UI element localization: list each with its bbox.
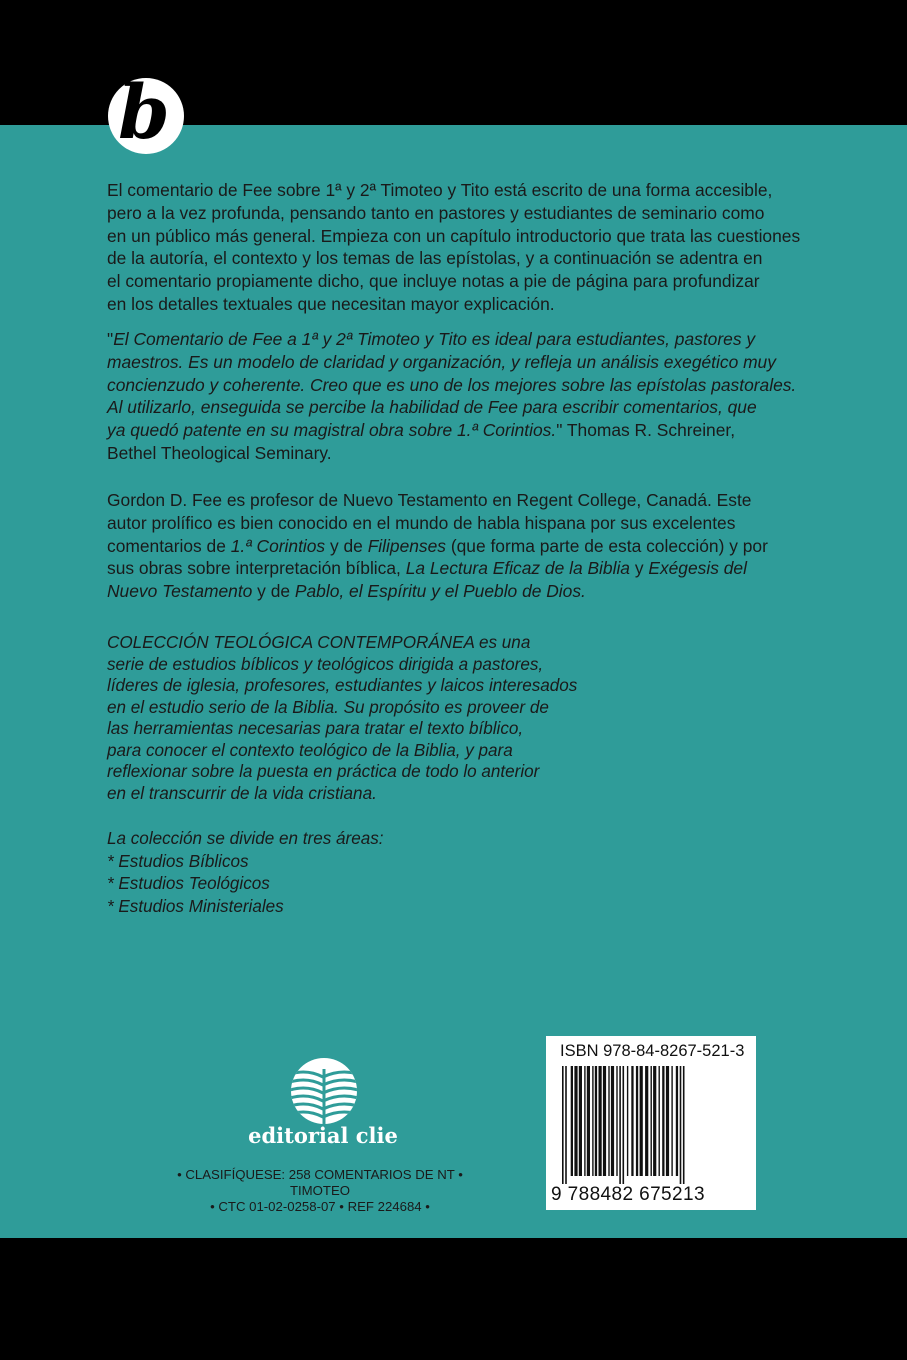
area-item: * Estudios Teológicos	[107, 874, 270, 893]
isbn-barcode	[546, 1036, 756, 1210]
description-paragraph	[107, 179, 833, 316]
description-line: pero a la vez profunda, pensando tanto en pastores y estudiantes de seminario como	[107, 202, 765, 223]
description-line: de la autoría, el contexto y los temas de las epístolas, y a continuación se adentra en	[107, 248, 763, 269]
area-item: * Estudios Ministeriales	[107, 896, 284, 916]
description-line: el comentario propiamente dicho, que incluye notas a pie de página para profundizar	[107, 271, 760, 292]
author-bio: Gordon D. Fee es profesor de Nuevo Testamento en Regent College, Canadá. Este autor prolífico es bien conocido en el mundo de habla hispana por sus excelentes comentarios de 1.ª Corintios y de Filipenses (que forma parte de esta colección) y por sus obras sobre interpretación bíblica, La Lectura Eficaz de la Biblia y Exégesis del Nuevo Testamento y de Pablo, el Espíritu y el Pueblo de Dios.	[107, 490, 768, 602]
b-logo-icon: b	[108, 78, 184, 154]
description-line: en los detalles textuales que necesitan mayor explicación.	[107, 293, 555, 314]
classification-text: • CLASIFÍQUESE: 258 COMENTARIOS DE NT • TIMOTEO • CTC 01-02-0258-07 • REF 224684 •	[177, 1167, 463, 1214]
areas-intro: La colección se divide en tres áreas:	[107, 829, 384, 848]
isbn-digits: 9 788482 675213	[551, 1184, 705, 1205]
barcode-bars	[558, 1066, 744, 1184]
collection-description: COLECCIÓN TEOLÓGICA CONTEMPORÁNEA es una serie de estudios bíblicos y teológicos dirigida a pastores, líderes de iglesia, profesores, estudiantes y laicos interesados en el estudio serio de la Biblia. Su propósito es proveer de las herramientas necesarias para tratar el texto bíblico, para conocer el contexto teológico de la Biblia, y para reflexionar sobre la puesta en práctica de todo lo anterior en el transcurrir de la vida cristiana.	[107, 633, 578, 803]
area-item: * Estudios Bíblicos	[107, 851, 249, 871]
description-line: en un público más general. Empieza con un capítulo introductorio que trata las cuestiones	[107, 225, 801, 246]
description-line: El comentario de Fee sobre 1ª y 2ª Timoteo y Tito está escrito de una forma accesible,	[107, 180, 773, 200]
collection-areas	[107, 828, 384, 918]
bottom-black-band	[0, 1238, 907, 1360]
endorsement-quote: "El Comentario de Fee a 1ª y 2ª Timoteo y Tito es ideal para estudiantes, pastores y maestros. Es un modelo de claridad y organización, y refleja un análisis exegético muy concienzudo y coherente. Creo que es uno de los mejores sobre las epístolas pastorales. Al utilizarlo, enseguida se percibe la habilidad de Fee para escribir comentarios, que ya quedó patente en su magistral obra sobre 1.ª Corintios." Thomas R. Schreiner, Bethel Theological Seminary.	[107, 329, 797, 463]
publisher-name: editorial clie	[248, 1123, 398, 1148]
isbn-label: ISBN 978-84-8267-521-3	[560, 1042, 745, 1060]
